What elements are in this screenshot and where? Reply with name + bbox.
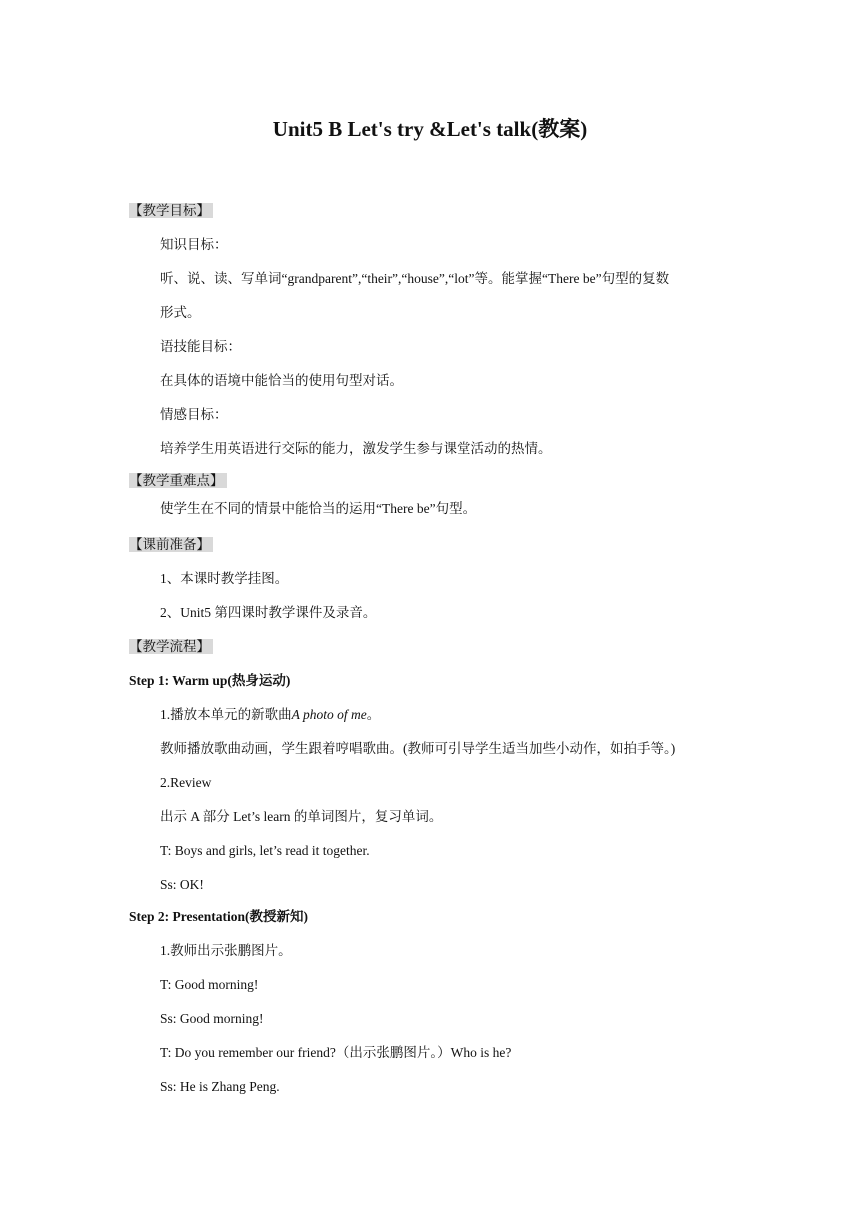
- preparation-item: 1、本课时教学挂图。: [160, 571, 289, 586]
- key-points-heading: 【教学重难点】: [129, 471, 227, 491]
- step1-item2-desc: 出示 A 部分 Let’s learn 的单词图片，复习单词。: [160, 809, 443, 824]
- preparation-item: 2、Unit5 第四课时教学课件及录音。: [160, 605, 377, 620]
- emotion-objective-label: 情感目标：: [160, 407, 228, 422]
- skill-objective-label: 语技能目标：: [160, 339, 241, 354]
- step2-heading: Step 2: Presentation(教授新知): [129, 909, 308, 924]
- skill-objective-text: 在具体的语境中能恰当的使用句型对话。: [160, 373, 403, 388]
- dialog-line: Ss: He is Zhang Peng.: [160, 1079, 280, 1094]
- dialog-line: T: Good morning!: [160, 977, 259, 992]
- key-points-text: 使学生在不同的情景中能恰当的运用“There be”句型。: [160, 501, 477, 516]
- objectives-heading: 【教学目标】: [129, 201, 213, 221]
- dialog-line: Ss: OK!: [160, 877, 204, 892]
- preparation-heading: 【课前准备】: [129, 535, 213, 555]
- document-title: Unit5 B Let's try &Let's talk(教案): [272, 117, 588, 141]
- step1-item1: 1.播放本单元的新歌曲A photo of me。: [160, 707, 381, 722]
- step1-item1-desc: 教师播放歌曲动画，学生跟着哼唱歌曲。(教师可引导学生适当加些小动作，如拍手等。): [160, 741, 676, 756]
- process-heading: 【教学流程】: [129, 637, 213, 657]
- emotion-objective-text: 培养学生用英语进行交际的能力，激发学生参与课堂活动的热情。: [160, 441, 552, 456]
- step2-item1: 1.教师出示张鹏图片。: [160, 943, 292, 958]
- knowledge-objective-line1: 听、说、读、写单词“grandparent”,“their”,“house”,“lot”等。能掌握“There be”句型的复数: [160, 271, 670, 286]
- song-title: A photo of me: [291, 707, 367, 722]
- knowledge-objective-label: 知识目标：: [160, 237, 228, 252]
- dialog-line: T: Boys and girls, let’s read it together.: [160, 843, 370, 858]
- dialog-line: T: Do you remember our friend?（出示张鹏图片。）Who is he?: [160, 1045, 512, 1060]
- step1-heading: Step 1: Warm up(热身运动): [129, 673, 291, 688]
- knowledge-objective-line2: 形式。: [160, 305, 201, 320]
- dialog-line: Ss: Good morning!: [160, 1011, 264, 1026]
- step1-item2: 2.Review: [160, 775, 212, 790]
